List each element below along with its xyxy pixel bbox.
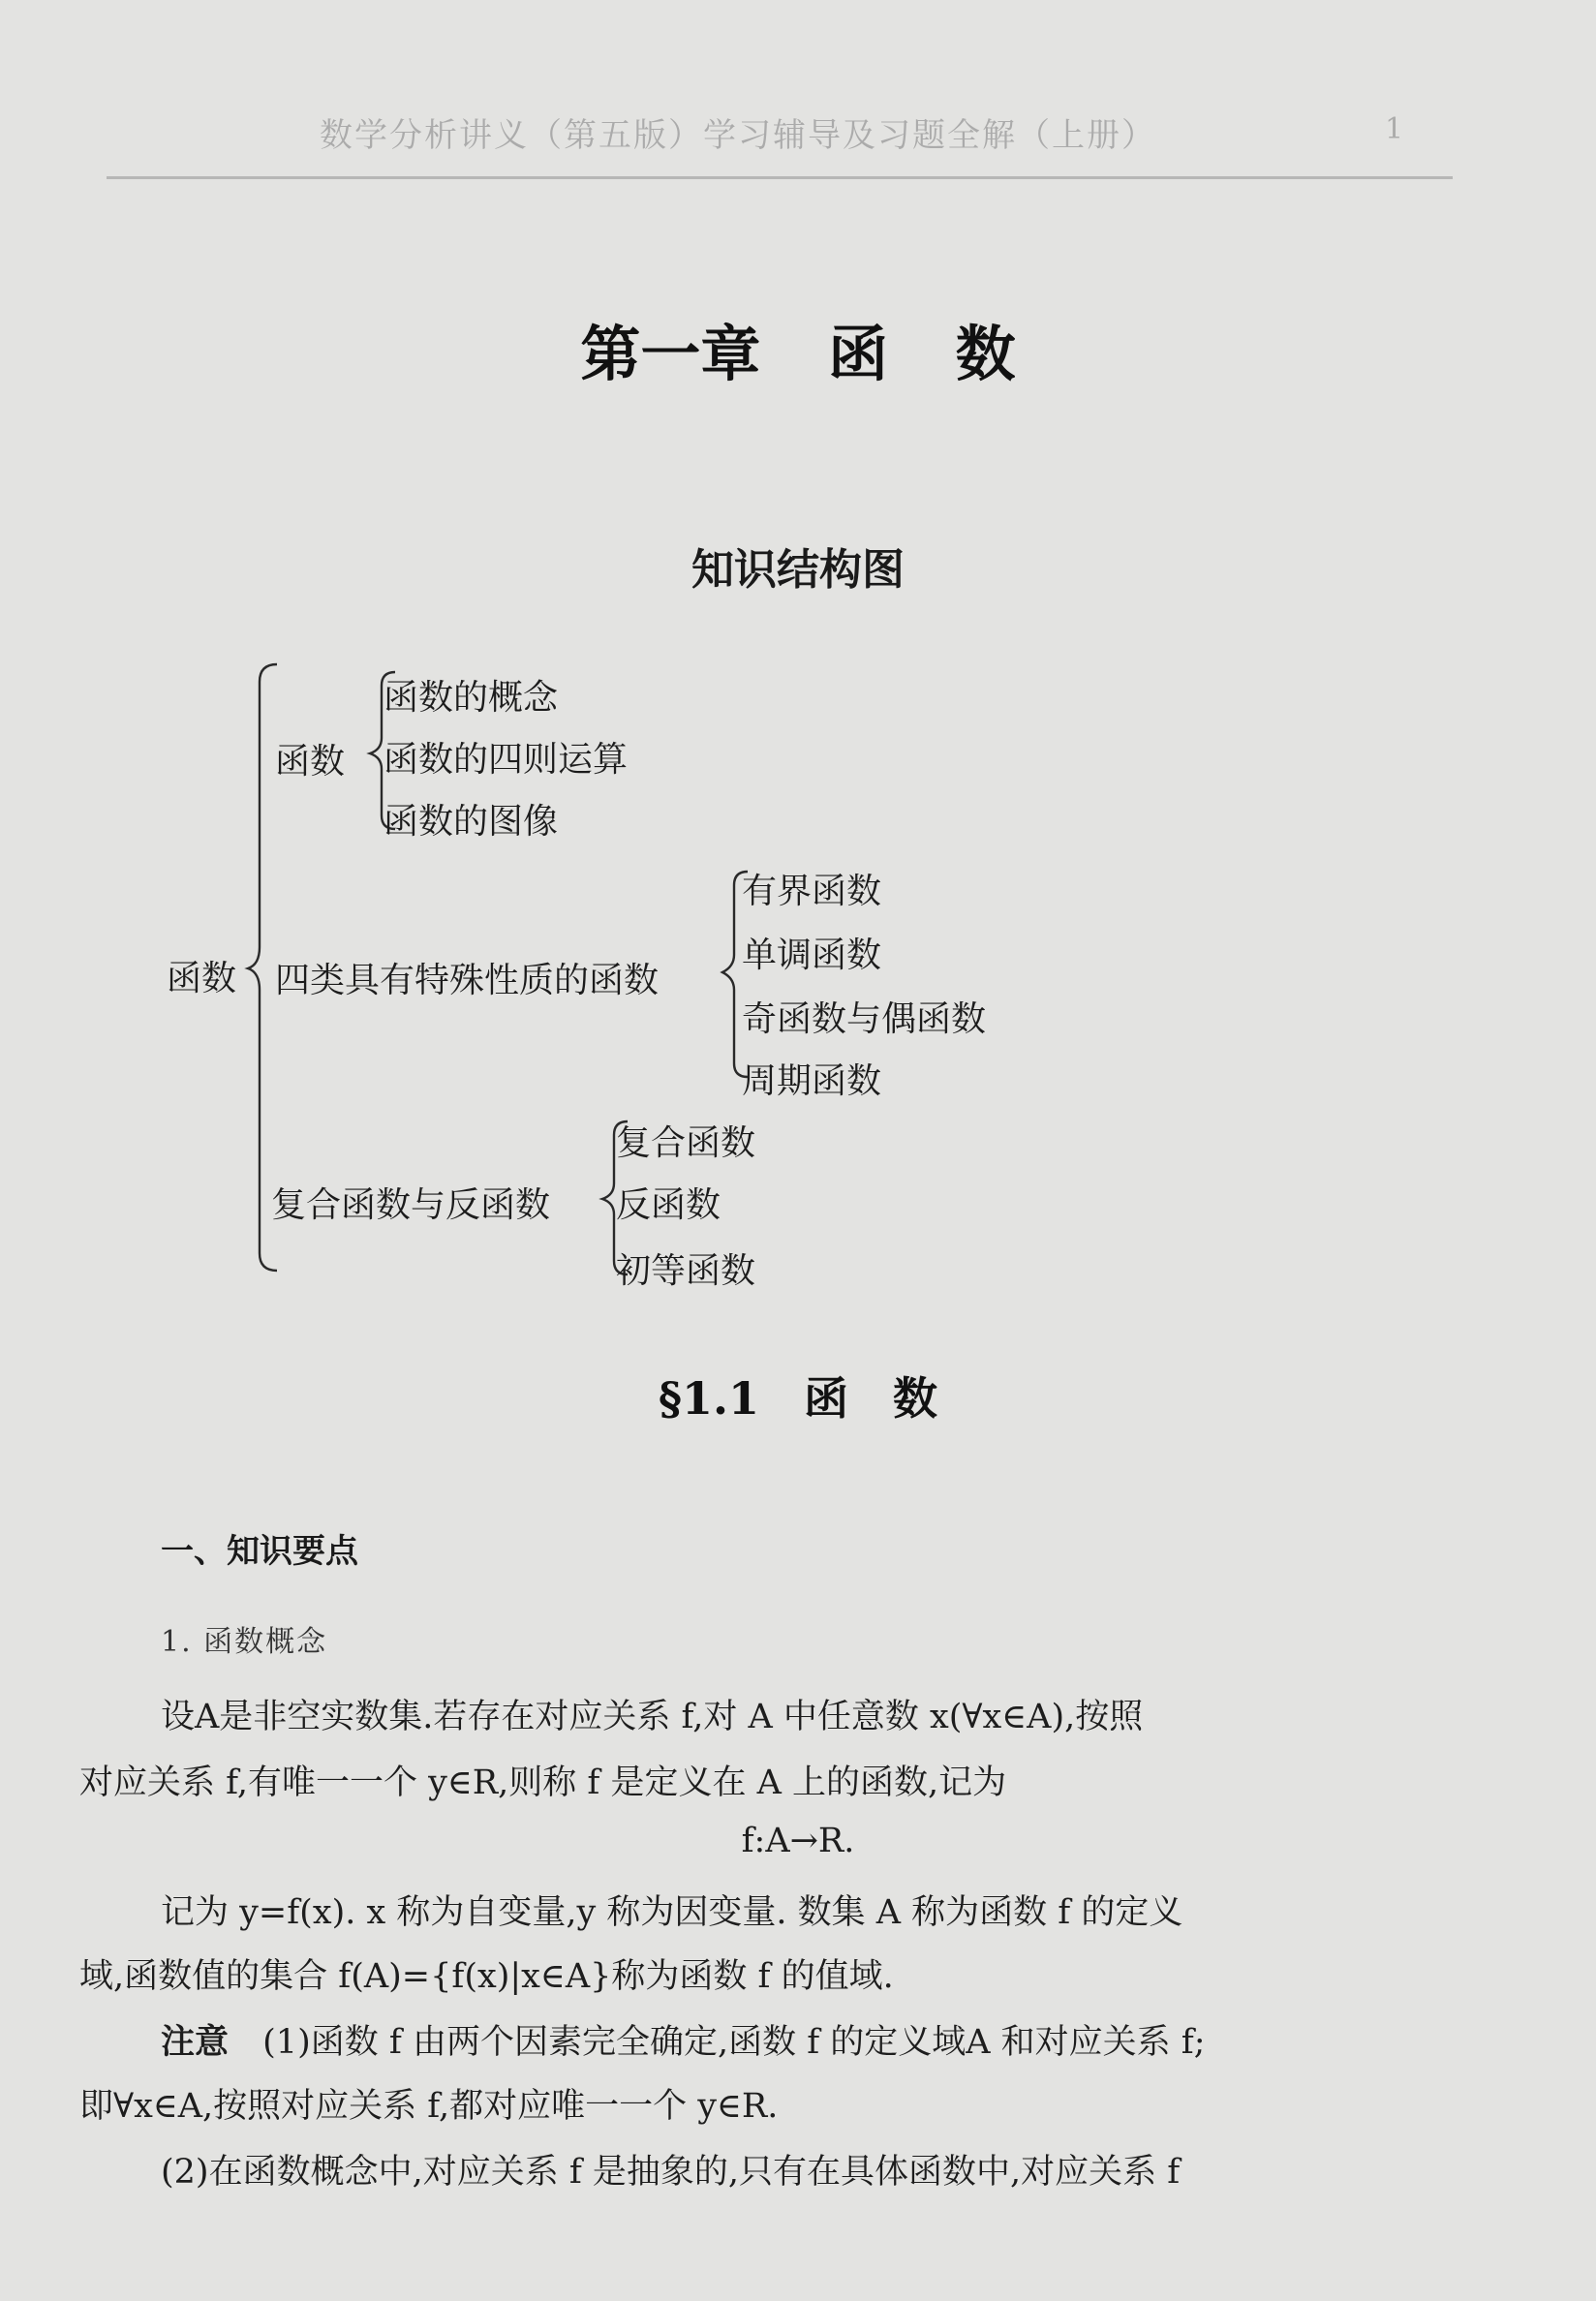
group1-item: 函数的四则运算 <box>384 740 629 780</box>
group3-item: 反函数 <box>616 1185 721 1225</box>
group1-label: 函数 <box>275 742 346 782</box>
root-label: 函数 <box>167 959 237 998</box>
page-number: 1 <box>1385 112 1404 146</box>
group3-label: 复合函数与反函数 <box>271 1185 551 1225</box>
body-line: 域,函数值的集合 f(A)={f(x)|x∈A}称为函数 f 的值域. <box>79 1957 894 1996</box>
group2-item: 单调函数 <box>742 936 882 975</box>
group2-item: 有界函数 <box>742 872 882 911</box>
note-line: 即∀x∈A,按照对应关系 f,都对应唯一一个 y∈R. <box>79 2087 779 2126</box>
note-text: (1)函数 f 由两个因素完全确定,函数 f 的定义域A 和对应关系 f; <box>262 2023 1206 2062</box>
body-line: 对应关系 f,有唯一一个 y∈R,则称 f 是定义在 A 上的函数,记为 <box>79 1764 1007 1802</box>
note-line: (2)在函数概念中,对应关系 f 是抽象的,只有在具体函数中,对应关系 f <box>161 2153 1181 2192</box>
structure-heading: 知识结构图 <box>691 545 905 595</box>
section-title: §1.1 函 数 <box>658 1372 938 1425</box>
group2-label: 四类具有特殊性质的函数 <box>275 961 660 1000</box>
item-title: 1. 函数概念 <box>161 1625 328 1659</box>
body-formula: f:A→R. <box>741 1822 855 1860</box>
body-line: 记为 y=f(x). x 称为自变量,y 称为因变量. 数集 A 称为函数 f 的定义 <box>161 1893 1183 1932</box>
note-line <box>161 2023 1206 2062</box>
chapter-title: 第一章 函 数 <box>580 319 1016 389</box>
running-header: 数学分析讲义（第五版）学习辅导及习题全解（上册） <box>320 116 1156 155</box>
group1-item: 函数的图像 <box>384 802 559 842</box>
group1-item: 函数的概念 <box>384 678 559 718</box>
group3-item: 复合函数 <box>616 1123 756 1163</box>
note-label: 注意 <box>161 2023 230 2062</box>
group2-item: 周期函数 <box>742 1061 882 1101</box>
group2-item: 奇函数与偶函数 <box>742 999 987 1039</box>
group3-item: 初等函数 <box>616 1251 756 1291</box>
part-heading: 一、知识要点 <box>161 1532 358 1571</box>
body-line: 设A是非空实数集.若存在对应关系 f,对 A 中任意数 x(∀x∈A),按照 <box>161 1698 1144 1736</box>
